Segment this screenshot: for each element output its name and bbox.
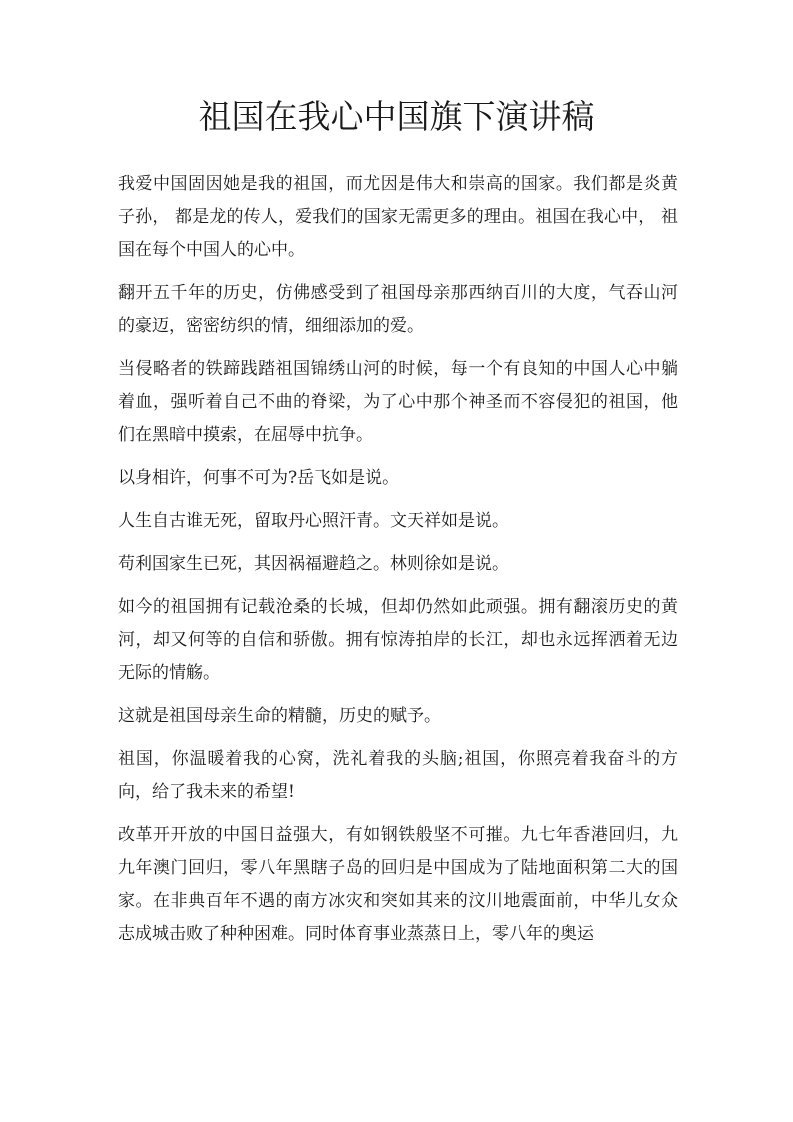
- paragraph-5: 人生自古谁无死，留取丹心照汗青。文天祥如是说。: [118, 511, 509, 531]
- paragraph-1: 我爱中国固因她是我的祖国，而尤因是伟大和崇高的国家。我们都是炎黄子孙， 都是龙的传人，爱我们的国家无需更多的理由。祖国在我心中， 祖国在每个中国人的心中。: [118, 174, 678, 260]
- paragraph-8: 这就是祖国母亲生命的精髓，历史的赋予。: [118, 706, 441, 726]
- paragraph-4: 以身相许，何事不可为?岳飞如是说。: [118, 468, 400, 488]
- document-body: [118, 168, 678, 961]
- paragraph-10: 改革开开放的中国日益强大，有如钢铁般坚不可摧。九七年香港回归，九九年澳门回归，零八年黑瞎子岛的回归是中国成为了陆地面积第二大的国家。在非典百年不遇的南方冰灾和突如其来的汶川地震面前，中华儿女众志成城击败了种种困难。同时体育事业蒸蒸日上，零八年的奥运: [118, 825, 678, 944]
- paragraph-3: 当侵略者的铁蹄践踏祖国锦绣山河的时候，每一个有良知的中国人心中躺着血，强听着自己不曲的脊梁，为了心中那个神圣而不容侵犯的祖国，他们在黑暗中摸索，在屈辱中抗争。: [118, 359, 678, 445]
- document-title: 祖国在我心中国旗下演讲稿: [198, 97, 595, 136]
- paragraph-9: 祖国，你温暖着我的心窝，洗礼着我的头脑;祖国，你照亮着我奋斗的方向，给了我未来的希望!: [118, 749, 678, 802]
- paragraph-6: 苟利国家生已死，其因祸福避趋之。林则徐如是说。: [118, 554, 509, 574]
- paragraph-2: 翻开五千年的历史，仿佛感受到了祖国母亲那西纳百川的大度，气吞山河的豪迈，密密纺织的情，细细添加的爱。: [118, 283, 678, 336]
- paragraph-7: 如今的祖国拥有记载沧桑的长城，但却仍然如此顽强。拥有翻滚历史的黄河，却又何等的自信和骄傲。拥有惊涛拍岸的长江，却也永远挥洒着无边无际的情觞。: [118, 597, 678, 683]
